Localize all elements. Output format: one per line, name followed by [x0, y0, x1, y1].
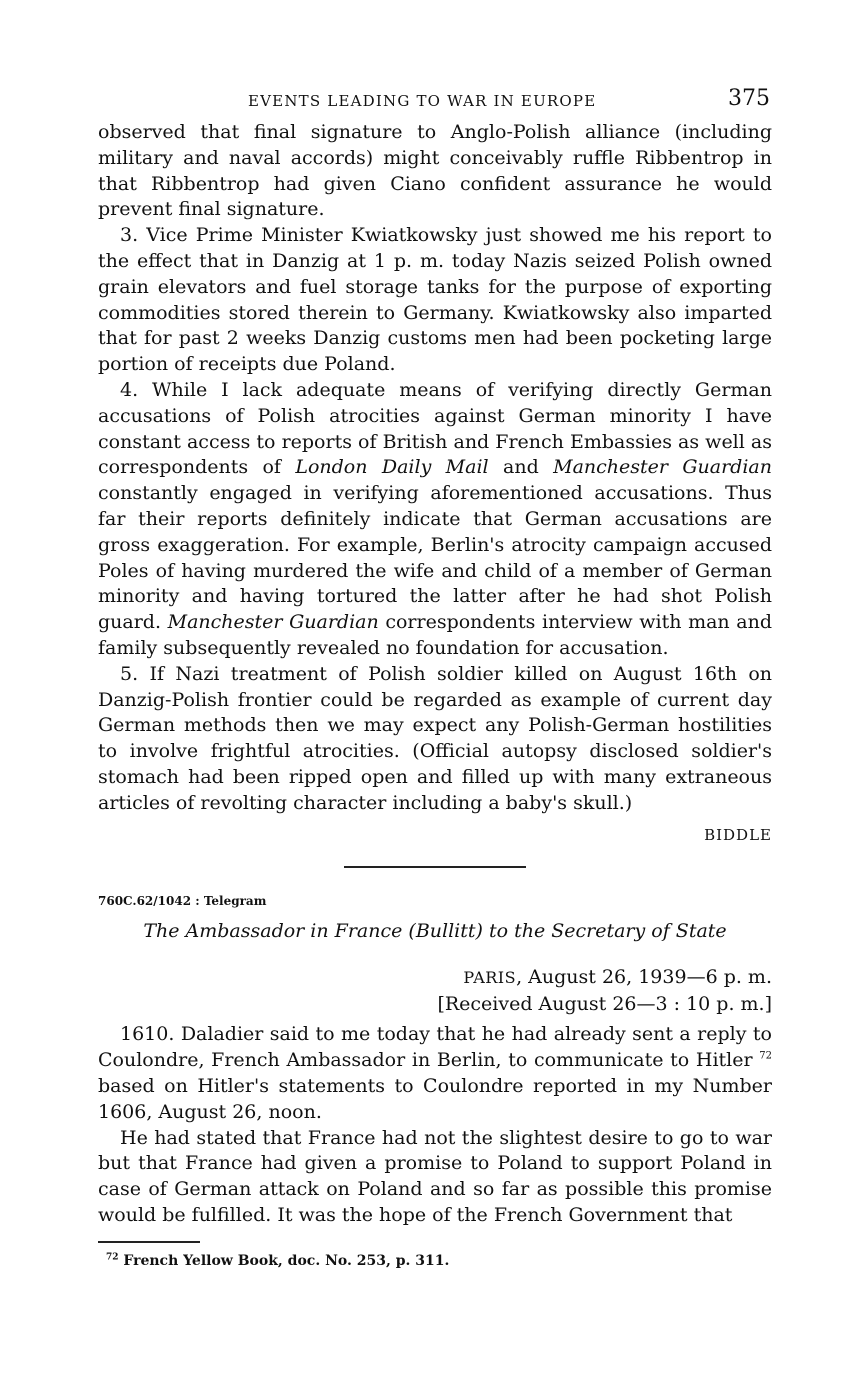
paragraph-french-promise: He had stated that France had not the slightest desire to go to war but that France had given a promise to Poland to support Poland in case of German attack on Poland and so far as possible this promise would be fulfilled. It was the hope of the French Government that [98, 1126, 772, 1226]
section-bullitt-telegram [98, 1022, 772, 1228]
paragraph-4-text-4: correspondents interview with man and family subsequently revealed no foundation for accusation. [98, 611, 772, 659]
paragraph-4-text-1: 4. While I lack adequate means of verifying directly German accusations of Polish atrocities against German minority I have constant access to reports of British and French Embassies as well as correspondents of [98, 378, 772, 479]
paragraph-1610-text-2: based on Hitler's statements to Coulondre reported in my Number 1606, August 26, noon. [98, 1074, 772, 1123]
newspaper-guardian-1: Manchester Guardian [553, 456, 772, 479]
dateline-sent [98, 964, 772, 991]
dateline-date: , August 26, 1939—6 p. m. [516, 966, 772, 989]
running-head-title: EVENTS LEADING TO WAR IN EUROPE [248, 92, 597, 110]
newspaper-guardian-2: Manchester Guardian [167, 611, 379, 634]
paragraph-continuation: observed that final signature to Anglo-Polish alliance (including military and naval accords) might conceivably ruffle Ribbentrop in that Ribbentrop had given Ciano confident assurance he would prevent final signature. [98, 121, 772, 221]
newspaper-daily-mail: London Daily Mail [295, 456, 489, 479]
document-title: The Ambassador in France (Bullitt) to the Secretary of State [143, 920, 727, 943]
paragraph-4-text-3: constantly engaged in verifying aforementioned accusations. Thus far their reports definitely indicate that German accusations are gross exaggeration. For example, Berlin's atrocity campaign accused Poles of having murdered the wife and child of a member of German minority and having tortured the latter after he had shot Polish guard. [98, 482, 772, 634]
footnote-text: French Yellow Book, doc. No. 253, p. 311. [123, 1252, 450, 1269]
page-number: 375 [728, 86, 770, 111]
section-biddle-telegram [98, 120, 772, 848]
section-divider [344, 866, 526, 868]
signature: BIDDLE [704, 825, 772, 844]
paragraph-1610 [98, 1022, 772, 1125]
paragraph-1610-text-1: 1610. Daladier said to me today that he had already sent a reply to Coulondre, French Ambassador in Berlin, to communicate to Hitler [98, 1023, 772, 1072]
dateline-place: PARIS [463, 968, 517, 988]
paragraph-4 [98, 378, 772, 662]
document-page [98, 84, 772, 1269]
paragraph-3: 3. Vice Prime Minister Kwiatkowsky just showed me his report to the effect that in Danzig at 1 p. m. today Nazis seized Polish owned grain elevators and fuel storage tanks for the purpose of exporting commodities stored therein to Germany. Kwiatkowsky also imparted that for past 2 weeks Danzig customs men had been pocketing large portion of receipts due Poland. [98, 224, 772, 376]
paragraph-4-text-2: and [488, 456, 554, 479]
footnote [106, 1253, 772, 1269]
footnote-divider [98, 1241, 200, 1243]
dateline [98, 964, 772, 1018]
footnote-marker: 72 [106, 1252, 119, 1263]
document-reference: 760C.62/1042 : Telegram [98, 894, 267, 909]
dateline-received: [Received August 26—3 : 10 p. m.] [437, 993, 772, 1016]
running-head [98, 84, 772, 120]
paragraph-5: 5. If Nazi treatment of Polish soldier killed on August 16th on Danzig-Polish frontier could be regarded as example of current day German methods then we may expect any Polish-German hostilities to involve frightful atrocities. (Official autopsy disclosed soldier's stomach had been ripped open and filled up with many extraneous articles of revolting character including a baby's skull.) [98, 662, 772, 814]
footnote-reference[interactable]: 72 [759, 1050, 772, 1062]
